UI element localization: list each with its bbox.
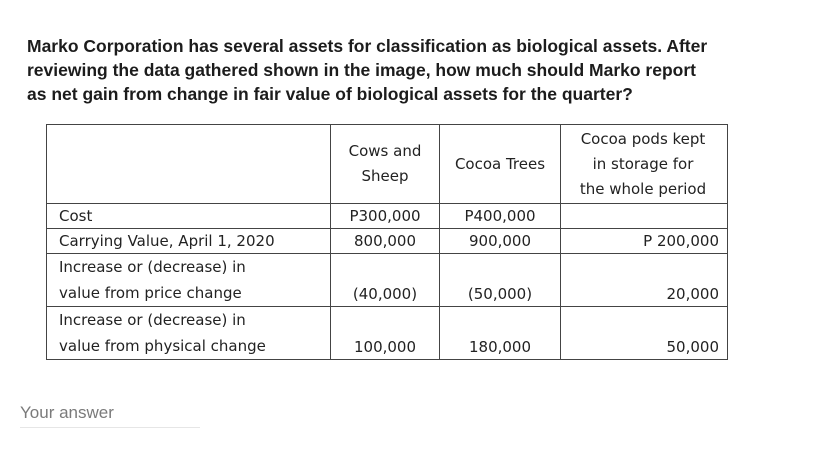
question-line-2: reviewing the data gathered shown in the image, how much should Marko report bbox=[27, 60, 696, 80]
header-empty-cell bbox=[47, 125, 331, 204]
cell-cows-sheep: 100,000 bbox=[331, 307, 440, 360]
row-label: Increase or (decrease) in value from price change bbox=[47, 254, 331, 307]
question-line-1: Marko Corporation has several assets for classification as biological assets. After bbox=[27, 36, 708, 56]
cell-cocoa-trees: 180,000 bbox=[440, 307, 561, 360]
table-row bbox=[47, 254, 728, 307]
row-label: Increase or (decrease) in value from physical change bbox=[47, 307, 331, 360]
cell-cocoa-trees: P400,000 bbox=[440, 204, 561, 229]
question-text bbox=[27, 34, 747, 106]
cell-cocoa-trees: 900,000 bbox=[440, 229, 561, 254]
row-label: Carrying Value, April 1, 2020 bbox=[47, 229, 331, 254]
table-header-row bbox=[47, 125, 728, 204]
cell-cocoa-pods: 20,000 bbox=[561, 254, 728, 307]
table-row bbox=[47, 204, 728, 229]
cell-cocoa-pods bbox=[561, 204, 728, 229]
cell-cocoa-trees: (50,000) bbox=[440, 254, 561, 307]
cell-cows-sheep: P300,000 bbox=[331, 204, 440, 229]
question-line-3: as net gain from change in fair value of biological assets for the quarter? bbox=[27, 84, 633, 104]
cell-cows-sheep: 800,000 bbox=[331, 229, 440, 254]
biological-assets-table bbox=[46, 124, 728, 360]
cell-cocoa-pods: P 200,000 bbox=[561, 229, 728, 254]
header-cocoa-trees: Cocoa Trees bbox=[440, 125, 561, 204]
cell-cocoa-pods: 50,000 bbox=[561, 307, 728, 360]
header-cocoa-pods: Cocoa pods kept in storage for the whole period bbox=[561, 125, 728, 204]
header-cows-sheep: Cows and Sheep bbox=[331, 125, 440, 204]
table-row bbox=[47, 229, 728, 254]
table-row bbox=[47, 307, 728, 360]
cell-cows-sheep: (40,000) bbox=[331, 254, 440, 307]
answer-input[interactable] bbox=[20, 401, 200, 428]
row-label: Cost bbox=[47, 204, 331, 229]
